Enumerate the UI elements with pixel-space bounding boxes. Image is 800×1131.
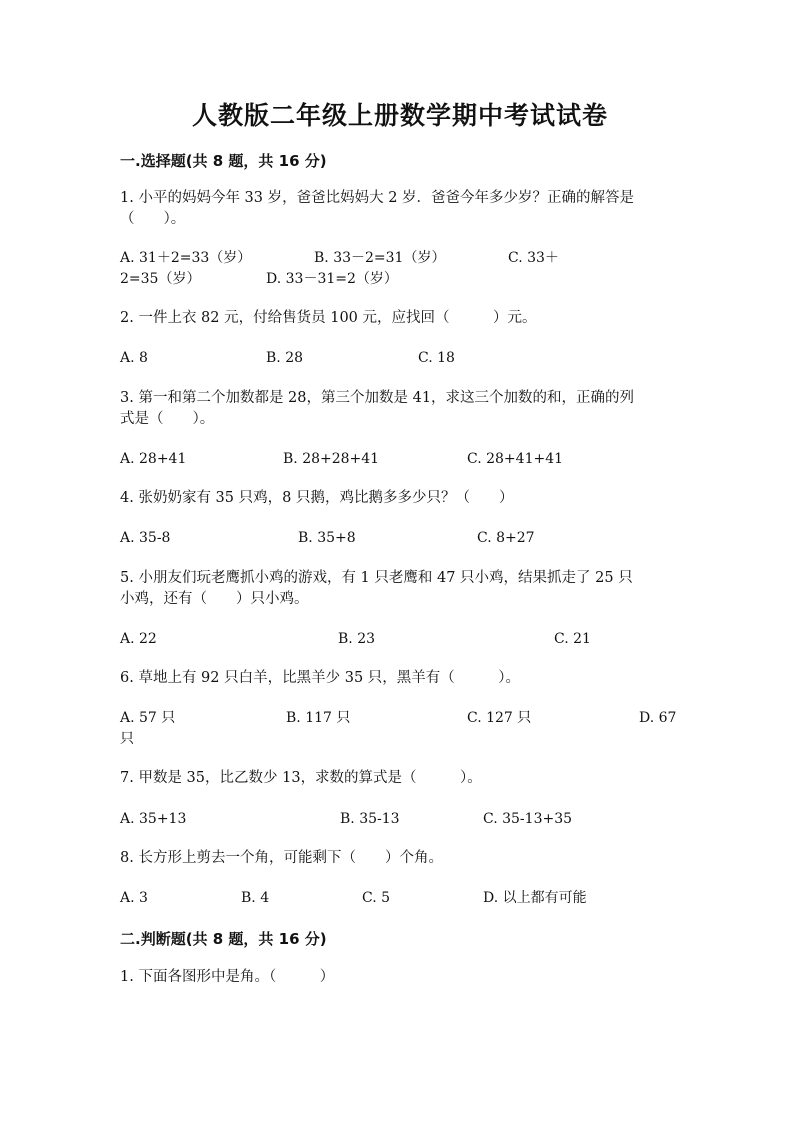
section-heading-choice: 一.选择题(共 8 题，共 16 分): [120, 152, 327, 170]
question-5-line-1: 5. 小朋友们玩老鹰抓小鸡的游戏，有 1 只老鹰和 47 只小鸡，结果抓走了 25 只: [120, 570, 633, 586]
question-8-option-c: C. 5: [362, 890, 391, 906]
question-2-line-1: 2. 一件上衣 82 元，付给售货员 100 元，应找回（ ）元。: [120, 310, 537, 326]
question-3-line-2: 式是（ ）。: [120, 411, 215, 427]
question-2-option-c: C. 18: [418, 350, 455, 366]
question-5-line-2: 小鸡，还有（ ）只小鸡。: [120, 591, 309, 607]
question-1-option-b: B. 33－2=31（岁）: [314, 250, 446, 266]
question-1-option-d: D. 33－31=2（岁）: [266, 271, 398, 287]
question-6-option-d-continued: 只: [120, 731, 134, 747]
question-6-option-a: A. 57 只: [120, 710, 176, 726]
question-4-option-a: A. 35-8: [120, 530, 171, 546]
question-3-option-c: C. 28+41+41: [467, 451, 564, 467]
question-4-line-1: 4. 张奶奶家有 35 只鸡，8 只鹅，鸡比鹅多多少只？（ ）: [120, 490, 514, 506]
question-6-option-b: B. 117 只: [286, 710, 351, 726]
question-5-option-b: B. 23: [338, 631, 376, 647]
question-1-option-a: A. 31＋2=33（岁）: [120, 250, 252, 266]
question-4-option-c: C. 8+27: [477, 530, 535, 546]
question-6-option-d: D. 67: [639, 710, 677, 726]
question-1-line-2: （ ）。: [120, 211, 186, 227]
question-2-option-b: B. 28: [266, 350, 304, 366]
question-3-line-1: 3. 第一和第二个加数都是 28，第三个加数是 41，求这三个加数的和，正确的列: [120, 390, 635, 406]
question-6-line-1: 6. 草地上有 92 只白羊，比黑羊少 35 只，黑羊有（ ）。: [120, 670, 521, 686]
judgement-question-1-line-1: 1. 下面各图形中是角。（ ）: [120, 969, 335, 985]
question-6-option-c: C. 127 只: [467, 710, 532, 726]
question-8-option-a: A. 3: [120, 890, 148, 906]
question-5-option-a: A. 22: [120, 631, 157, 647]
question-1-option-c: C. 33＋: [508, 250, 559, 266]
question-5-option-c: C. 21: [554, 631, 591, 647]
section-heading-judgement: 二.判断题(共 8 题，共 16 分): [120, 930, 327, 948]
question-7-line-1: 7. 甲数是 35，比乙数少 13，求数的算式是（ ）。: [120, 770, 482, 786]
question-7-option-c: C. 35-13+35: [483, 811, 573, 827]
question-8-option-d: D. 以上都有可能: [483, 890, 587, 906]
question-7-option-a: A. 35+13: [120, 811, 187, 827]
question-7-option-b: B. 35-13: [340, 811, 400, 827]
question-1-option-c-continued: 2=35（岁）: [120, 271, 201, 287]
question-3-option-b: B. 28+28+41: [283, 451, 380, 467]
question-2-option-a: A. 8: [120, 350, 148, 366]
page-title: 人教版二年级上册数学期中考试试卷: [191, 101, 608, 130]
question-8-line-1: 8. 长方形上剪去一个角，可能剩下（ ）个角。: [120, 850, 443, 866]
question-4-option-b: B. 35+8: [298, 530, 356, 546]
question-3-option-a: A. 28+41: [120, 451, 187, 467]
question-1-line-1: 1. 小平的妈妈今年 33 岁，爸爸比妈妈大 2 岁．爸爸今年多少岁？正确的解答是: [120, 190, 635, 206]
question-8-option-b: B. 4: [241, 890, 270, 906]
